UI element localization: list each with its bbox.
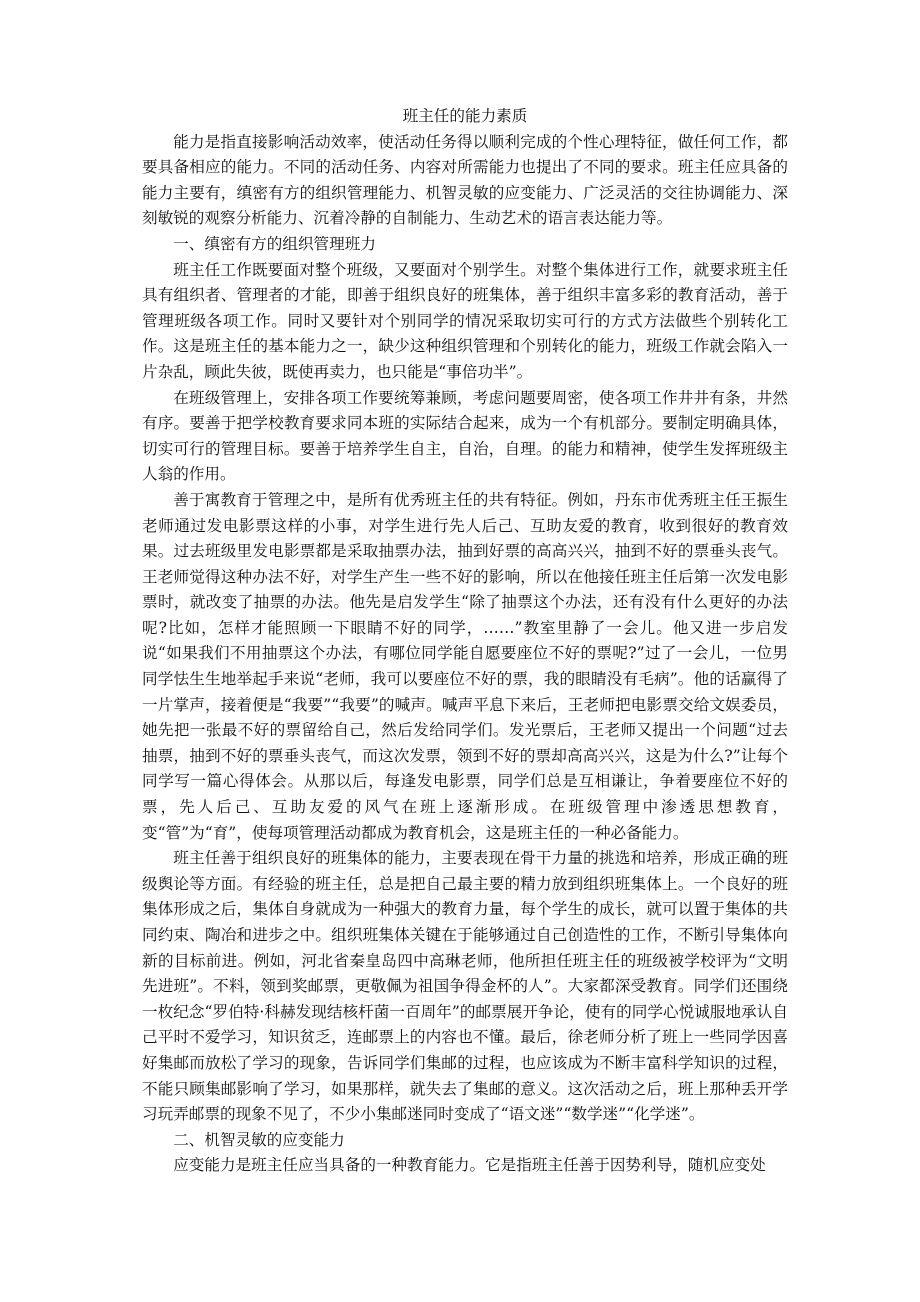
- section-heading-1: 一、缜密有方的组织管理班力: [173, 234, 376, 253]
- paragraph-class-collective: 班主任善于组织良好的班集体的能力，主要表现在骨干力量的挑选和培养，形成正确的班级舆论等方面。有经验的班主任，总是把自己最主要的精力放到组织班集体上。一个良好的班集体形成之后，集体自身就成为一种强大的教育力量，每个学生的成长，就可以置于集体的共同约束、陶冶和进步之中。组织班集体关键在于能够通过自己创造性的工作，不断引导集体向新的目标前进。例如，河北省秦皇岛四中高琳老师，他所担任班主任的班级被学校评为“文明先进班”。不料，领到奖邮票，更敬佩为祖国争得金杯的人”。大家都深受教育。同学们还围绕一枚纪念“罗伯特·科赫发现结核杆菌一百周年”的邮票展开争论，使有的同学心悦诚服地承认自己平时不爱学习，知识贫乏，连邮票上的内容也不懂。最后，徐老师分析了班上一些同学因喜好集邮而放松了学习的现象，告诉同学们集邮的过程，也应该成为不断丰富科学知识的过程，不能只顾集邮影响了学习，如果那样，就失去了集邮的意义。这次活动之后，班上那种丢开学习玩弄邮票的现象不见了，不少小集邮迷同时变成了“语文迷”“数学迷”“化学迷”。: [142, 849, 788, 1124]
- section-heading-2: 二、机智灵敏的应变能力: [173, 1130, 345, 1149]
- paragraph-intro: 能力是指直接影响活动效率，使活动任务得以顺利完成的个性心理特征，做任何工作，都要具备相应的能力。不同的活动任务、内容对所需能力也提出了不同的要求。班主任应具备的能力主要有，缜密有方的组织管理能力、机智灵敏的应变能力、广泛灵活的交往协调能力、深刻敏锐的观察分析能力、沉着冷静的自制能力、生动艺术的语言表达能力等。: [142, 132, 788, 228]
- document-title: 班主任的能力素质: [402, 107, 528, 125]
- paragraph-adaptability: 应变能力是班主任应当具备的一种教育能力。它是指班主任善于因势利导，随机应变处: [173, 1156, 766, 1175]
- paragraph-example-wang: 善于寓教育于管理之中，是所有优秀班主任的共有特征。例如，丹东市优秀班主任王振生老师通过发电影票这样的小事，对学生进行先人后己、互助友爱的教育，收到很好的教育效果。过去班级里发电影票都是采取抽票办法，抽到好票的高高兴兴，抽到不好的票垂头丧气。王老师觉得这种办法不好，对学生产生一些不好的影响，所以在他接任班主任后第一次发电影票时，就改变了抽票的办法。他先是启发学生“除了抽票这个办法，还有没有什么更好的办法呢?比如，怎样才能照顾一下眼睛不好的同学，……”教室里静了一会儿。他又进一步启发说“如果我们不用抽票这个办法，有哪位同学能自愿要座位不好的票呢?”过了一会儿，一位男同学怯生生地举起手来说“老师，我可以要座位不好的票，我的眼睛没有毛病”。他的话赢得了一片掌声，接着便是“我要”“我要”的喊声。喊声平息下来后，王老师把电影票交给文娱委员，她先把一张最不好的票留给自己，然后发给同学们。发光票后，王老师又提出一个问题“过去抽票，抽到不好的票垂头丧气，而这次发票，领到不好的票却高高兴兴，这是为什么?”让每个同学写一篇心得体会。从那以后，每逢发电影票，同学们总是互相谦让，争着要座位不好的票，先人后己、互助友爱的风气在班上逐渐形成。在班级管理中渗透思想教育，变“管”为“育”，使每项管理活动都成为教育机会，这是班主任的一种必备能力。: [142, 490, 788, 842]
- paragraph-organization: 班主任工作既要面对整个班级，又要面对个别学生。对整个集体进行工作，就要求班主任具有组织者、管理者的才能，即善于组织良好的班集体，善于组织丰富多彩的教育活动，善于管理班级各项工作。同时又要针对个别同学的情况采取切实可行的方式方法做些个别转化工作。这是班主任的基本能力之一，缺少这种组织管理和个别转化的能力，班级工作就会陷入一片杂乱，顾此失彼，既使再卖力，也只能是“事倍功半”。: [142, 260, 788, 381]
- paragraph-class-management: 在班级管理上，安排各项工作要统筹兼顾，考虑问题要周密，使各项工作井井有条，井然有序。要善于把学校教育要求同本班的实际结合起来，成为一个有机部分。要制定明确具体，切实可行的管理目标。要善于培养学生自主，自治，自理。的能力和精神，使学生发挥班级主人翁的作用。: [142, 388, 788, 484]
- document-page: [142, 104, 788, 1179]
